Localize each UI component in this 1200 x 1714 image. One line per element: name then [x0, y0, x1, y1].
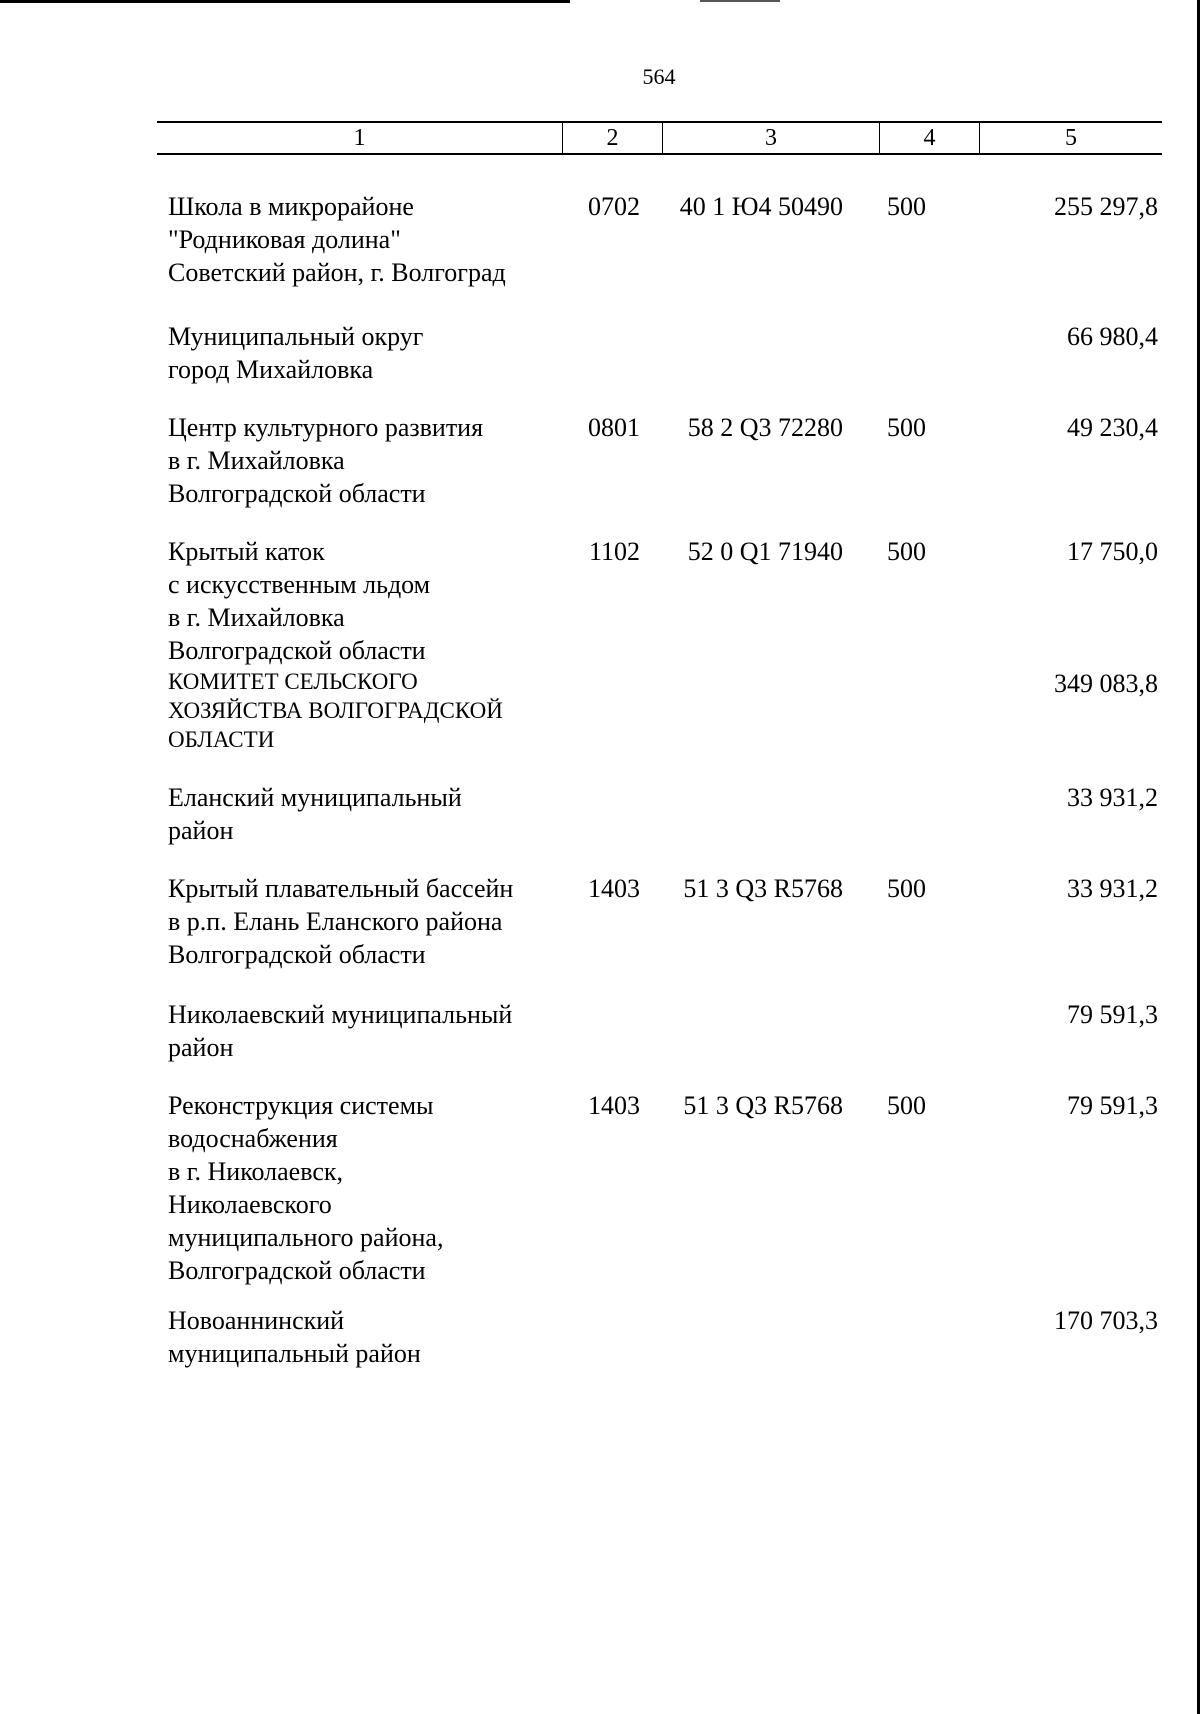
row-expense-type: 500	[887, 874, 926, 903]
table-row	[168, 411, 1158, 510]
column-header-2: 2	[563, 123, 663, 153]
column-header-4: 4	[880, 123, 980, 153]
row-amount: 170 703,3	[1054, 1306, 1158, 1335]
table-row	[168, 535, 1158, 667]
row-target-code	[640, 781, 843, 847]
row-expense-type: 500	[887, 537, 926, 566]
row-section-code: 0801	[588, 413, 640, 442]
row-expense-type	[843, 320, 926, 386]
row-amount: 255 297,8	[1054, 192, 1158, 221]
row-name: Новоаннинский муниципальный район	[168, 1306, 421, 1368]
table-row	[168, 190, 1158, 289]
row-target-code: 58 2 Q3 72280	[687, 413, 843, 442]
row-amount: 349 083,8	[1054, 669, 1158, 698]
row-section-code: 1403	[588, 1091, 640, 1120]
row-amount: 17 750,0	[1067, 537, 1158, 566]
table-row	[168, 1304, 1158, 1370]
column-header-1: 1	[157, 123, 563, 153]
row-name: Еланский муниципальный район	[168, 783, 462, 845]
row-amount: 79 591,3	[1067, 1000, 1158, 1029]
table-row	[168, 320, 1158, 386]
row-expense-type	[843, 781, 926, 847]
row-amount: 33 931,2	[1067, 783, 1158, 812]
row-expense-type: 500	[887, 1091, 926, 1120]
row-section-code: 1102	[588, 537, 640, 566]
row-section-code: 0702	[588, 192, 640, 221]
row-expense-type	[843, 1304, 926, 1370]
row-name: КОМИТЕТ СЕЛЬСКОГО ХОЗЯЙСТВА ВОЛГОГРАДСКОЙ ОБЛАСТИ	[168, 669, 503, 752]
row-section-code	[568, 781, 640, 847]
column-header-3: 3	[663, 123, 880, 153]
table-row	[168, 667, 1158, 754]
row-name: Реконструкция системы водоснабжения в г. Николаевск, Николаевского муниципального района, Волгоградской области	[168, 1091, 444, 1285]
row-target-code: 52 0 Q1 71940	[687, 537, 843, 566]
scan-edge-top	[0, 0, 570, 3]
row-amount: 49 230,4	[1067, 413, 1158, 442]
row-target-code	[640, 1304, 843, 1370]
row-name: Крытый каток с искусственным льдом в г. Михайловка Волгоградской области	[168, 537, 431, 665]
row-target-code	[640, 667, 843, 754]
table-header	[157, 121, 1162, 155]
row-target-code	[640, 320, 843, 386]
row-section-code	[568, 1304, 640, 1370]
row-name: Муниципальный округ город Михайловка	[168, 322, 424, 384]
row-name: Николаевский муниципальный район	[168, 1000, 513, 1062]
row-expense-type: 500	[887, 413, 926, 442]
row-target-code: 40 1 Ю4 50490	[679, 192, 843, 221]
table-body	[168, 190, 1158, 1368]
row-name: Крытый плавательный бассейн в р.п. Елань Еланского района Волгоградской области	[168, 874, 514, 969]
table-row	[168, 1089, 1158, 1287]
table-row	[168, 872, 1158, 971]
row-section-code	[568, 998, 640, 1064]
row-section-code: 1403	[588, 874, 640, 903]
table-row	[168, 998, 1158, 1064]
column-header-5: 5	[1065, 125, 1077, 151]
row-expense-type	[843, 667, 926, 754]
page-number: 564	[642, 64, 676, 89]
row-target-code: 51 3 Q3 R5768	[683, 874, 843, 903]
row-section-code	[568, 320, 640, 386]
row-target-code	[640, 998, 843, 1064]
row-section-code	[568, 667, 640, 754]
scan-edge-top-right	[700, 0, 780, 2]
table-row	[168, 781, 1158, 847]
row-target-code: 51 3 Q3 R5768	[683, 1091, 843, 1120]
row-name: Центр культурного развития в г. Михайловка Волгоградской области	[168, 413, 484, 508]
row-expense-type: 500	[887, 192, 926, 221]
row-amount: 33 931,2	[1067, 874, 1158, 903]
row-name: Школа в микрорайоне "Родниковая долина" Советский район, г. Волгоград	[168, 192, 506, 287]
row-amount: 66 980,4	[1067, 322, 1158, 351]
row-amount: 79 591,3	[1067, 1091, 1158, 1120]
row-expense-type	[843, 998, 926, 1064]
